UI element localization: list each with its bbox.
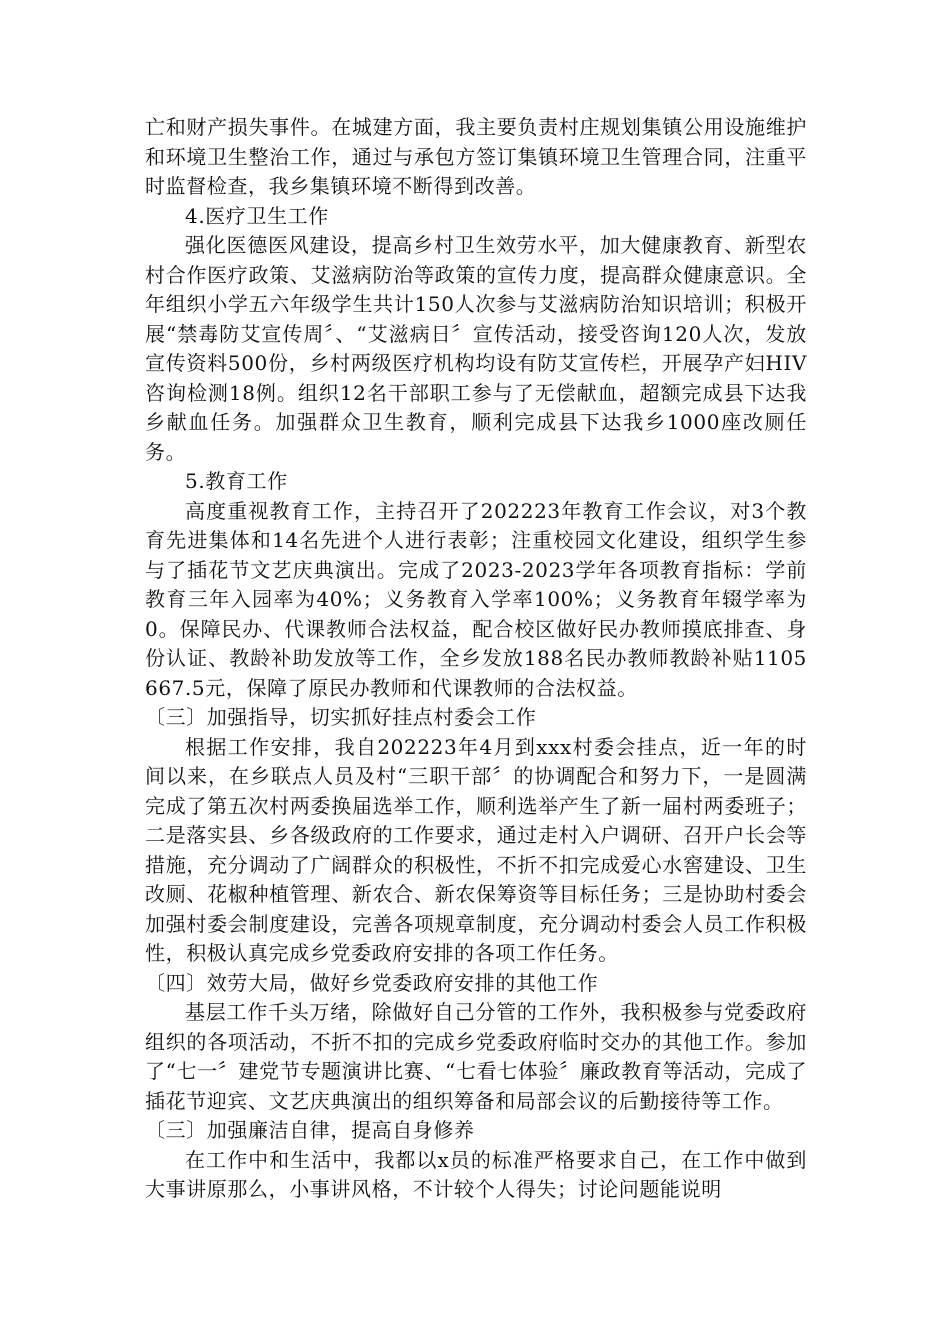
paragraph-education: 高度重视教育工作，主持召开了202223年教育工作会议，对3个教育先进集体和14名先进个人进行表彰；注重校园文化建设，组织学生参与了插花节文艺庆典演出。完成了2023-2023学年各项教育指标：学前教育三年入园率为40%；义务教育入学率100%；义务教育年辍学率为0。保障民办、代课教师合法权益，配合校区做好民办教师摸底排查、身份认证、教龄补助发放等工作，全乡发放188名民办教师教龄补贴1105667.5元，保障了原民办教师和代课教师的合法权益。: [145, 498, 807, 700]
paragraph-other-work: 基层工作千头万绪，除做好自己分管的工作外，我积极参与党委政府组织的各项活动，不折不扣的完成乡党委政府临时交办的其他工作。参加了“七一〞建党节专题演讲比赛、“七看七体验〞廉政教育等活动，完成了插花节迎宾、文艺庆典演出的组织筹备和局部会议的后勤接待等工作。: [145, 1000, 807, 1113]
section-heading-other-work: 〔四〕效劳大局，做好乡党委政府安排的其他工作: [145, 970, 599, 995]
subheading-medical-health: 4.医疗卫生工作: [185, 203, 329, 228]
paragraph-medical-health: 强化医德医风建设，提高乡村卫生效劳水平，加大健康教育、新型农村合作医疗政策、艾滋病防治等政策的宣传力度，提高群众健康意识。全年组织小学五六年级学生共计150人次参与艾滋病防治知识培训；积极开展“禁毒防艾宣传周〞、“艾滋病日〞宣传活动，接受咨询120人次，发放宣传资料500份，乡村两级医疗机构均设有防艾宣传栏，开展孕产妇HIV咨询检测18例。组织12名干部职工参与了无偿献血，超额完成县下达我乡献血任务。加强群众卫生教育，顺利完成县下达我乡1000座改厕任务。: [145, 233, 807, 464]
paragraph-village-committee: 根据工作安排，我自202223年4月到xxx村委会挂点，近一年的时间以来，在乡联点人员及村“三职干部〞的协调配合和努力下，一是圆满完成了第五次村两委换届选举工作，顺利选举产生了新一届村两委班子；二是落实县、乡各级政府的工作要求，通过走村入户调研、召开户长会等措施，充分调动了广阔群众的积极性，不折不扣完成爱心水窖建设、卫生改厕、花椒种植管理、新农合、新农保筹资等目标任务；三是协助村委会加强村委会制度建设，完善各项规章制度，充分调动村委会人员工作积极性，积极认真完成乡党委政府安排的各项工作任务。: [145, 734, 807, 965]
paragraph-urban-construction: 亡和财产损失事件。在城建方面，我主要负责村庄规划集镇公用设施维护和环境卫生整治工作，通过与承包方签订集镇环境卫生管理合同，注重平时监督检查，我乡集镇环境不断得到改善。: [145, 115, 807, 198]
section-heading-village-committee: 〔三〕加强指导，切实抓好挂点村委会工作: [145, 705, 537, 729]
paragraph-integrity: 在工作中和生活中，我都以x员的标准严格要求自己，在工作中做到大事讲原那么，小事讲风格，不计较个人得失；讨论问题能说明: [145, 1147, 807, 1201]
subheading-education: 5.教育工作: [185, 469, 288, 493]
section-heading-integrity: 〔三〕加强廉洁自律，提高自身修养: [145, 1118, 475, 1142]
document-page: [145, 113, 807, 1205]
